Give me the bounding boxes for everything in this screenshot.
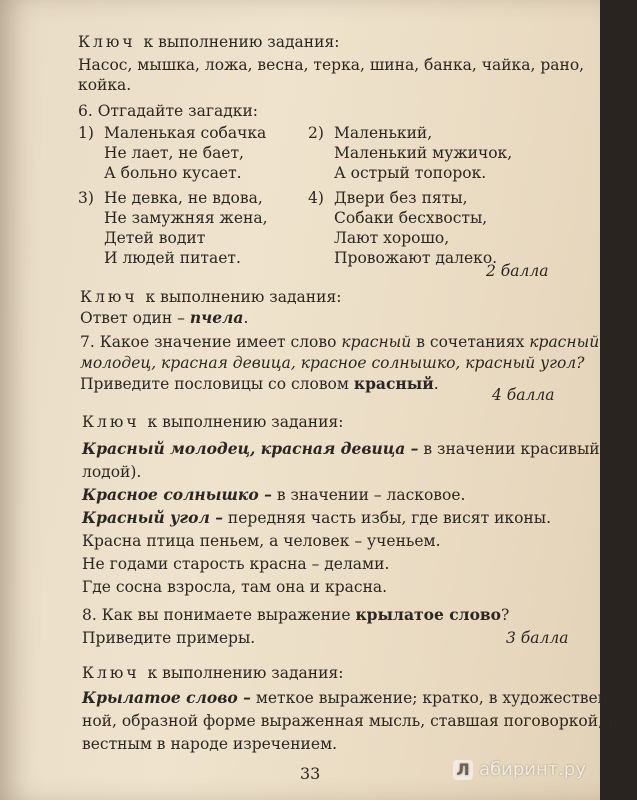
riddle1-line: Не лает, не бает,: [104, 144, 244, 162]
riddle3-line: Не девка, не вдова,: [104, 189, 263, 207]
task7-answer-1-cont: лодой).: [82, 463, 142, 481]
answer-key-heading: Ключ к выполнению задания:: [78, 33, 340, 51]
riddle4-line: Собаки бесхвосты,: [334, 209, 488, 227]
task8-question-line-2: Приведите примеры.: [82, 629, 256, 647]
task8-score: 3 балла: [506, 629, 569, 647]
answer-key-heading: Ключ к выполнению задания:: [82, 413, 344, 431]
riddle2-line: А острый топорок.: [334, 164, 487, 182]
task6-title: 6. Отгадайте загадки:: [78, 102, 258, 120]
riddle4-number: 4): [308, 189, 324, 207]
riddle3-line: И людей питает.: [104, 249, 241, 267]
riddle3-number: 3): [78, 189, 94, 207]
task5-answer-line-2: койка.: [78, 76, 132, 94]
answer-key-heading: Ключ к выполнению задания:: [80, 288, 342, 306]
riddle1-line: А больно кусает.: [104, 164, 242, 182]
task8-answer-line-3: вестным в народе изречением.: [82, 735, 338, 753]
task7-question-line-2: молодец, красная девица, красное солнышко, красный угол?: [80, 354, 585, 372]
labirint-watermark: [453, 759, 586, 780]
task6-answer: Ответ один – пчела.: [80, 308, 249, 327]
task7-answer-1: Красный молодец, красная девица – в значении красивый (мо-: [82, 439, 637, 458]
task8-answer-line-2: ной, образной форме выраженная мысль, ставшая поговоркой, из-: [82, 712, 632, 730]
riddle4-line: Провожают далеко.: [334, 249, 498, 267]
task7-answer-3: Красный угол – передняя часть избы, где висят иконы.: [82, 508, 552, 527]
riddle3-line: Детей водит: [104, 229, 206, 247]
riddle2-line: Маленький мужичок,: [334, 144, 513, 162]
proverb: Не годами старость красна – делами.: [82, 555, 390, 573]
task7-answer-2: Красное солнышко – в значении – ласковое.: [82, 485, 466, 504]
task7-question-line-1: 7. Какое значение имеет слово красный в сочетаниях красный: [80, 333, 600, 351]
riddle2-line: Маленький,: [334, 124, 433, 142]
riddle3-line: Не замужняя жена,: [104, 209, 268, 227]
riddle1-line: Маленькая собачка: [104, 124, 267, 142]
task8-question-line-1: 8. Как вы понимаете выражение крылатое слово?: [82, 605, 510, 624]
riddle1-number: 1): [78, 124, 94, 142]
watermark-text: абиринт.ру: [478, 759, 586, 780]
riddle4-line: Двери без пяты,: [334, 189, 468, 207]
task5-answer-line-1: Насос, мышка, ложа, весна, терка, шина, банка, чайка, рано,: [78, 56, 585, 74]
proverb: Красна птица пеньем, а человек – ученьем.: [82, 532, 441, 550]
task8-answer-line-1: Крылатое слово – меткое выражение; кратко, в художествен-: [82, 688, 614, 707]
task7-question-line-3: Приведите пословицы со словом красный.: [80, 374, 439, 393]
task6-score: 2 балла: [486, 262, 549, 280]
riddle2-number: 2): [308, 124, 324, 142]
page-number: 33: [300, 764, 321, 783]
answer-key-heading: Ключ к выполнению задания:: [82, 664, 344, 682]
task7-score: 4 балла: [492, 386, 555, 404]
riddle4-line: Лают хорошо,: [334, 229, 450, 247]
proverb: Где сосна взросла, там она и красна.: [82, 578, 388, 596]
labirint-logo-icon: Л: [453, 760, 473, 780]
